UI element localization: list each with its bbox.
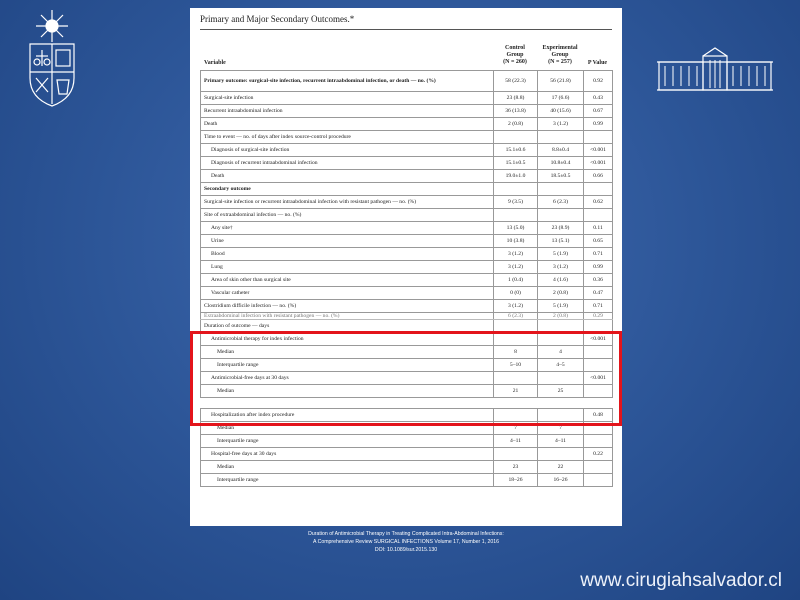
table-row [201, 287, 613, 300]
row-variable: Time to event — no. of days after index source-control procedure [201, 131, 494, 144]
row-p-value: 0.47 [584, 287, 613, 300]
header-experimental-line: (N = 257) [548, 59, 572, 65]
table-row [201, 209, 613, 222]
document-page [190, 8, 622, 526]
row-control-value [494, 409, 538, 422]
row-p-value: 0.22 [584, 448, 613, 461]
row-p-value: 0.71 [584, 248, 613, 261]
row-p-value [584, 346, 613, 359]
table-row [201, 248, 613, 261]
row-experimental-value: 4 [538, 346, 584, 359]
row-experimental-value: 4 (1.6) [538, 274, 584, 287]
row-p-value: 0.99 [584, 118, 613, 131]
row-p-value: <0.001 [584, 157, 613, 170]
row-variable: Antimicrobial-free days at 30 days [201, 372, 494, 385]
row-p-value: 0.67 [584, 105, 613, 118]
row-p-value [584, 209, 613, 222]
row-variable: Duration of outcome — days [201, 320, 494, 333]
row-p-value [584, 422, 613, 435]
row-experimental-value: 6 (2.3) [538, 196, 584, 209]
outcomes-table-body [201, 71, 613, 487]
table-row [201, 461, 613, 474]
row-control-value [494, 448, 538, 461]
row-experimental-value: 17 (6.6) [538, 92, 584, 105]
table-row [201, 359, 613, 372]
row-p-value [584, 398, 613, 409]
row-variable: Median [201, 385, 494, 398]
row-variable: Diagnosis of surgical-site infection [201, 144, 494, 157]
row-experimental-value: 56 (21.8) [538, 71, 584, 92]
row-variable: Extraabdominal infection with resistant pathogen — no. (%) [201, 313, 494, 320]
table-row [201, 118, 613, 131]
citation-line: DOI: 10.1089/sur.2015.130 [374, 547, 438, 553]
row-p-value [584, 359, 613, 372]
citation-caption [190, 530, 622, 554]
table-row [201, 474, 613, 487]
row-control-value [494, 398, 538, 409]
row-p-value: 0.66 [584, 170, 613, 183]
row-control-value: 3 (1.2) [494, 300, 538, 313]
row-control-value: 58 (22.3) [494, 71, 538, 92]
row-variable: Surgical-site infection or recurrent intraabdominal infection with resistant pathogen — no. (%) [201, 196, 494, 209]
row-experimental-value [538, 183, 584, 196]
row-p-value [584, 474, 613, 487]
row-control-value [494, 131, 538, 144]
row-control-value: 6 (2.3) [494, 313, 538, 320]
row-experimental-value [538, 448, 584, 461]
header-control [493, 45, 537, 66]
row-control-value: 15.1±0.6 [494, 144, 538, 157]
row-experimental-value: 10.8±0.4 [538, 157, 584, 170]
row-control-value: 3 (1.2) [494, 261, 538, 274]
table-row [201, 333, 613, 346]
row-experimental-value [538, 372, 584, 385]
row-experimental-value [538, 398, 584, 409]
table-row [201, 398, 613, 409]
row-p-value [584, 461, 613, 474]
table-row [201, 71, 613, 92]
row-variable: Diagnosis of recurrent intraabdominal infection [201, 157, 494, 170]
row-variable: Death [201, 170, 494, 183]
row-control-value: 1 (0.4) [494, 274, 538, 287]
header-control-line: Group [506, 52, 524, 58]
table-row [201, 435, 613, 448]
hospital-building-icon [655, 44, 775, 94]
row-control-value: 7 [494, 422, 538, 435]
row-control-value: 0 (0) [494, 287, 538, 300]
header-control-line: Control [505, 45, 525, 51]
row-control-value [494, 333, 538, 346]
row-control-value: 15.1±0.5 [494, 157, 538, 170]
table-row [201, 92, 613, 105]
row-control-value: 13 (5.0) [494, 222, 538, 235]
header-experimental-line: Experimental [542, 45, 578, 51]
table-row [201, 157, 613, 170]
row-experimental-value: 2 (0.8) [538, 313, 584, 320]
university-coat-of-arms-icon [22, 8, 82, 108]
row-experimental-value [538, 209, 584, 222]
row-experimental-value: 16–26 [538, 474, 584, 487]
row-control-value: 3 (1.2) [494, 248, 538, 261]
row-variable: Recurrent intraabdominal infection [201, 105, 494, 118]
header-experimental-line: Group [551, 52, 569, 58]
row-experimental-value: 40 (15.6) [538, 105, 584, 118]
row-p-value: 0.43 [584, 92, 613, 105]
row-variable: Median [201, 422, 494, 435]
row-variable: Clostridium difficile infection — no. (%) [201, 300, 494, 313]
row-p-value: 0.71 [584, 300, 613, 313]
row-variable [201, 398, 494, 409]
row-control-value: 9 (3.5) [494, 196, 538, 209]
table-row [201, 170, 613, 183]
table-row [201, 235, 613, 248]
table-row [201, 320, 613, 333]
row-experimental-value: 23 (8.9) [538, 222, 584, 235]
row-p-value: 0.11 [584, 222, 613, 235]
row-experimental-value: 7 [538, 422, 584, 435]
row-control-value: 23 (8.8) [494, 92, 538, 105]
row-variable: Surgical-site infection [201, 92, 494, 105]
table-row [201, 372, 613, 385]
row-control-value [494, 209, 538, 222]
row-experimental-value [538, 409, 584, 422]
row-experimental-value [538, 131, 584, 144]
table-row [201, 261, 613, 274]
row-variable: Median [201, 346, 494, 359]
row-control-value: 23 [494, 461, 538, 474]
row-p-value: 0.62 [584, 196, 613, 209]
row-p-value: <0.001 [584, 372, 613, 385]
header-p-value: P Value [587, 60, 608, 66]
row-experimental-value: 22 [538, 461, 584, 474]
row-variable: Any site† [201, 222, 494, 235]
row-variable: Antimicrobial therapy for index infection [201, 333, 494, 346]
row-variable: Hospital-free days at 30 days [201, 448, 494, 461]
row-experimental-value: 5 (1.9) [538, 300, 584, 313]
table-row [201, 422, 613, 435]
table-row [201, 300, 613, 313]
row-control-value: 8 [494, 346, 538, 359]
citation-line: A Comprehensive Review SURGICAL INFECTIONS Volume 17, Number 1, 2016 [312, 539, 500, 545]
row-experimental-value: 13 (5.1) [538, 235, 584, 248]
row-control-value: 18–26 [494, 474, 538, 487]
row-control-value [494, 372, 538, 385]
row-p-value: 0.92 [584, 71, 613, 92]
table-row [201, 183, 613, 196]
row-p-value: <0.001 [584, 333, 613, 346]
header-control-line: (N = 260) [503, 59, 527, 65]
row-variable: Interquartile range [201, 474, 494, 487]
table-row [201, 346, 613, 359]
row-p-value [584, 183, 613, 196]
table-row [201, 196, 613, 209]
header-experimental [537, 45, 583, 66]
row-experimental-value: 4–5 [538, 359, 584, 372]
row-p-value [584, 320, 613, 333]
row-variable: Blood [201, 248, 494, 261]
title-rule [200, 29, 612, 30]
header-variable: Variable [204, 60, 226, 66]
row-experimental-value: 8.8±0.4 [538, 144, 584, 157]
table-row [201, 131, 613, 144]
table-row [201, 274, 613, 287]
table-row [201, 385, 613, 398]
row-p-value [584, 131, 613, 144]
row-p-value: 0.48 [584, 409, 613, 422]
row-variable: Vascular catheter [201, 287, 494, 300]
citation-line: Duration of Antimicrobial Therapy in Treating Complicated Intra-Abdominal Infections: [308, 531, 504, 537]
table-row [201, 409, 613, 422]
row-variable: Urine [201, 235, 494, 248]
row-p-value: 0.36 [584, 274, 613, 287]
row-experimental-value [538, 333, 584, 346]
row-control-value: 10 (3.8) [494, 235, 538, 248]
row-experimental-value: 18.5±0.5 [538, 170, 584, 183]
row-variable: Hospitalization after index procedure [201, 409, 494, 422]
row-control-value [494, 183, 538, 196]
row-variable: Interquartile range [201, 359, 494, 372]
row-p-value: 0.99 [584, 261, 613, 274]
row-variable: Death [201, 118, 494, 131]
row-control-value: 36 (13.8) [494, 105, 538, 118]
row-experimental-value: 3 (1.2) [538, 118, 584, 131]
row-variable: Median [201, 461, 494, 474]
row-p-value: 0.65 [584, 235, 613, 248]
row-experimental-value: 4–11 [538, 435, 584, 448]
table-row [201, 144, 613, 157]
row-p-value: <0.001 [584, 144, 613, 157]
table-title: Primary and Major Secondary Outcomes.* [200, 14, 355, 24]
row-variable: Site of extraabdominal infection — no. (%) [201, 209, 494, 222]
row-control-value [494, 320, 538, 333]
outcomes-table [200, 70, 613, 487]
table-row [201, 448, 613, 461]
row-variable: Lung [201, 261, 494, 274]
table-row [201, 105, 613, 118]
row-p-value [584, 435, 613, 448]
row-experimental-value: 3 (1.2) [538, 261, 584, 274]
row-control-value: 19.0±1.0 [494, 170, 538, 183]
row-control-value: 21 [494, 385, 538, 398]
table-header [200, 38, 612, 68]
row-experimental-value: 5 (1.9) [538, 248, 584, 261]
row-control-value: 2 (0.8) [494, 118, 538, 131]
row-variable: Secondary outcome [201, 183, 494, 196]
table-row [201, 222, 613, 235]
row-experimental-value: 2 (0.8) [538, 287, 584, 300]
row-variable: Primary outcome: surgical-site infection, recurrent intraabdominal infection, or death — no. (%) [201, 71, 494, 92]
row-control-value: 4–11 [494, 435, 538, 448]
row-experimental-value: 25 [538, 385, 584, 398]
table-row [201, 313, 613, 320]
row-control-value: 5–10 [494, 359, 538, 372]
row-p-value: 0.29 [584, 313, 613, 320]
row-experimental-value [538, 320, 584, 333]
row-variable: Interquartile range [201, 435, 494, 448]
row-variable: Area of skin other than surgical site [201, 274, 494, 287]
row-p-value [584, 385, 613, 398]
website-url[interactable]: www.cirugiahsalvador.cl [580, 570, 782, 591]
